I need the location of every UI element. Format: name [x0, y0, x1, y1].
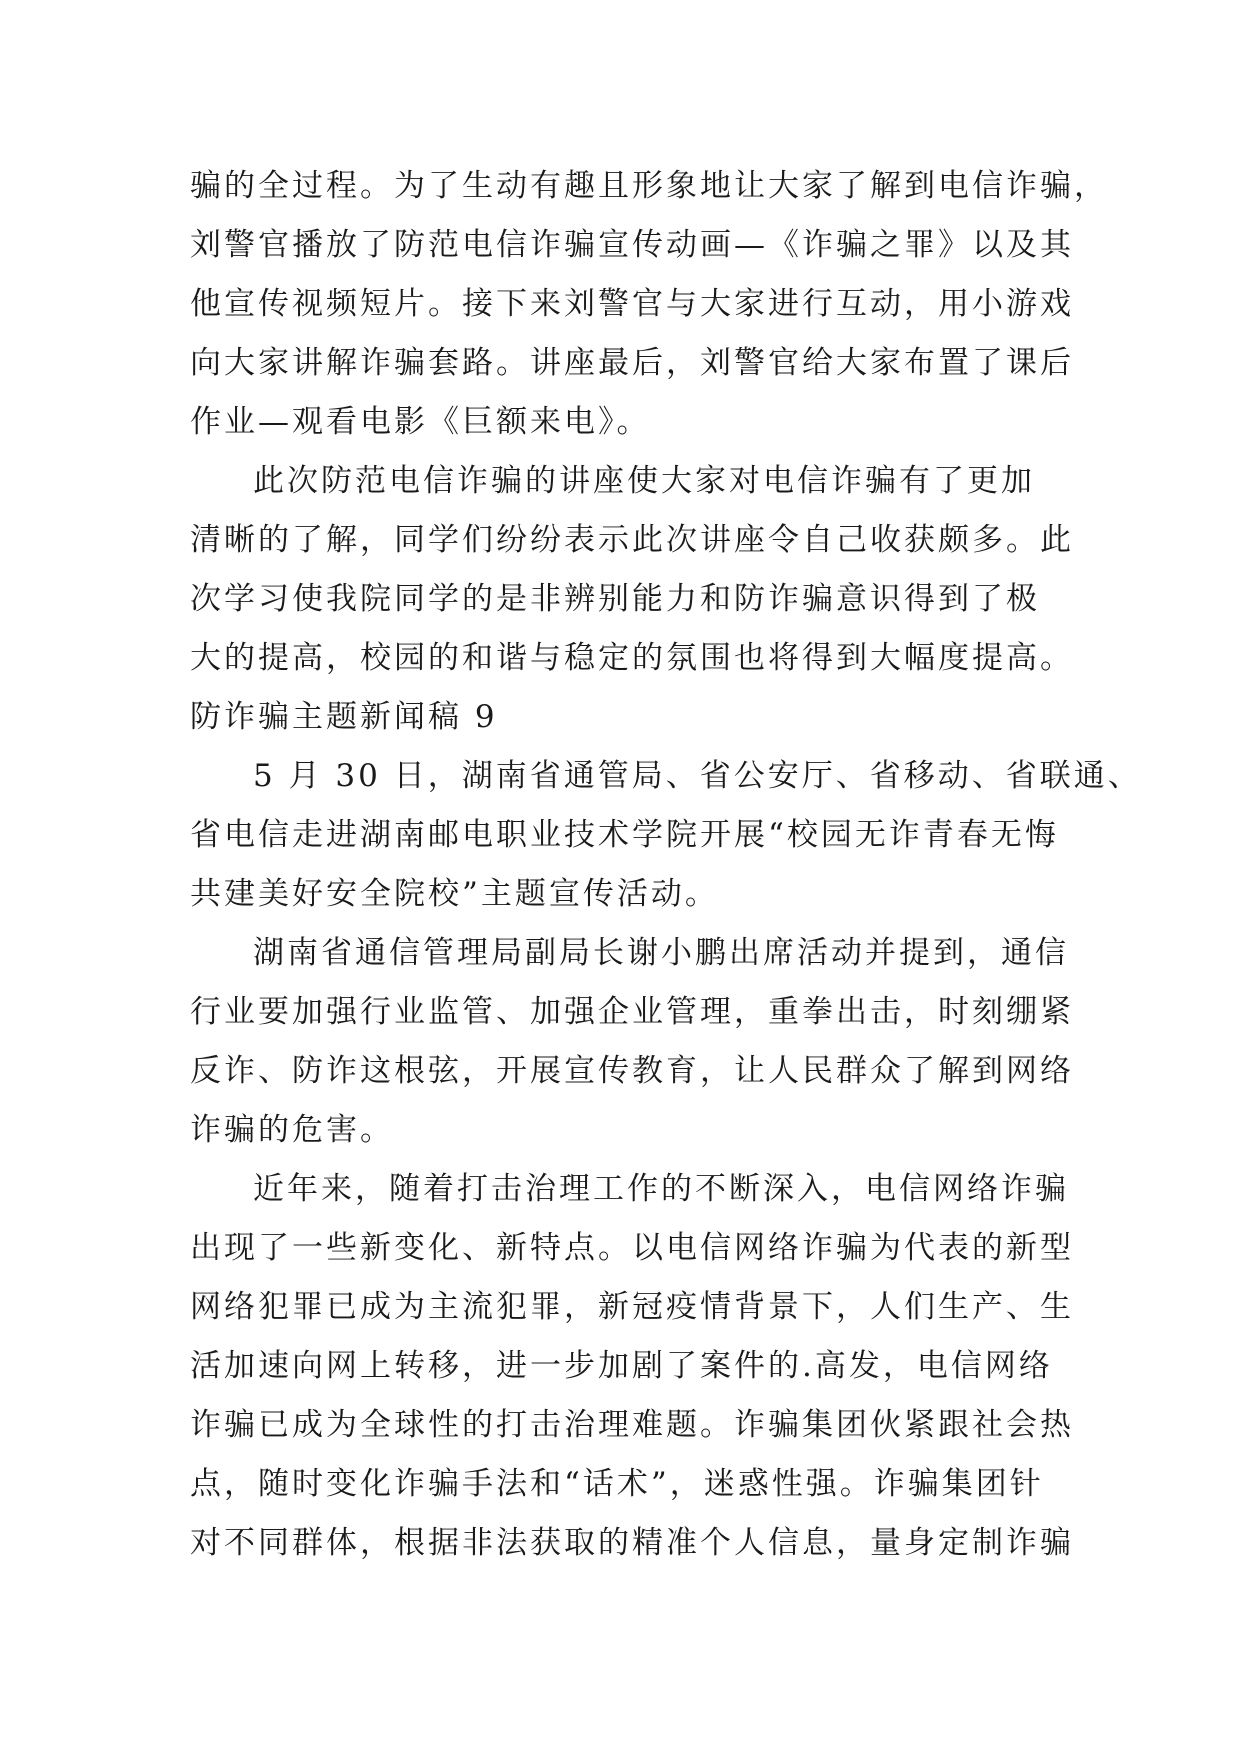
text-line: 网络犯罪已成为主流犯罪，新冠疫情背景下，人们生产、生	[190, 1289, 1074, 1325]
text-line: 诈骗已成为全球性的打击治理难题。诈骗集团伙紧跟社会热	[190, 1407, 1074, 1443]
text-line: 次学习使我院同学的是非辨别能力和防诈骗意识得到了极	[190, 581, 1040, 617]
text-line: 对不同群体，根据非法获取的精准个人信息，量身定制诈骗	[190, 1525, 1074, 1561]
section-heading: 防诈骗主题新闻稿 9	[190, 699, 498, 735]
text-line: 点，随时变化诈骗手法和“话术”，迷惑性强。诈骗集团针	[190, 1466, 1044, 1502]
text-line: 骗的全过程。为了生动有趣且形象地让大家了解到电信诈骗，	[190, 168, 1108, 204]
text-line: 他宣传视频短片。接下来刘警官与大家进行互动，用小游戏	[190, 286, 1074, 322]
text-line: 刘警官播放了防范电信诈骗宣传动画—《诈骗之罪》以及其	[190, 227, 1074, 263]
text-line: 清晰的了解，同学们纷纷表示此次讲座令自己收获颇多。此	[190, 522, 1074, 558]
text-line: 作业—观看电影《巨额来电》。	[190, 404, 651, 440]
paragraph-start-line: 此次防范电信诈骗的讲座使大家对电信诈骗有了更加	[253, 463, 1035, 499]
text-line: 反诈、防诈这根弦，开展宣传教育，让人民群众了解到网络	[190, 1053, 1074, 1089]
text-line: 共建美好安全院校”主题宣传活动。	[190, 876, 719, 912]
text-line: 向大家讲解诈骗套路。讲座最后，刘警官给大家布置了课后	[190, 345, 1074, 381]
text-line: 活加速向网上转移，进一步加剧了案件的.高发，电信网络	[190, 1348, 1053, 1384]
text-line: 诈骗的危害。	[190, 1112, 394, 1148]
paragraph-start-line: 湖南省通信管理局副局长谢小鹏出席活动并提到，通信	[253, 935, 1069, 971]
text-line: 行业要加强行业监管、加强企业管理，重拳出击，时刻绷紧	[190, 994, 1074, 1030]
text-line: 省电信走进湖南邮电职业技术学院开展“校园无诈青春无悔	[190, 817, 1059, 853]
text-line: 大的提高，校园的和谐与稳定的氛围也将得到大幅度提高。	[190, 640, 1074, 676]
paragraph-start-line: 近年来，随着打击治理工作的不断深入，电信网络诈骗	[253, 1171, 1069, 1207]
paragraph-start-line: 5 月 30 日，湖南省通管局、省公安厅、省移动、省联通、	[253, 758, 1142, 794]
text-line: 出现了一些新变化、新特点。以电信网络诈骗为代表的新型	[190, 1230, 1074, 1266]
